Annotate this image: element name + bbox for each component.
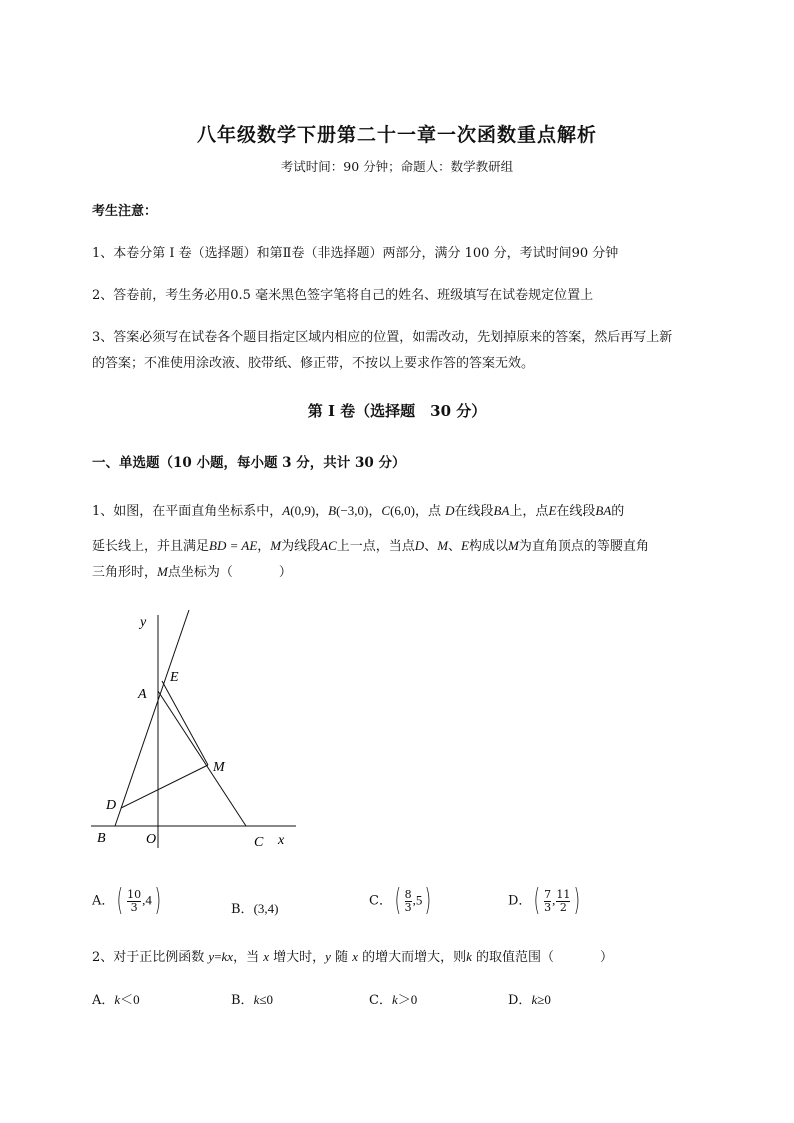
q1-text: 为线段 (281, 539, 321, 554)
var-y: y (208, 949, 215, 964)
point-c-coord: (6,0) (390, 503, 415, 518)
q1-text: 上一点，当点 (336, 539, 415, 554)
figure-label-o: O (146, 832, 157, 847)
point-m-label: M (270, 538, 282, 553)
option-relation: ＜0 (120, 992, 140, 1007)
denominator: 3 (130, 900, 138, 914)
q1-text: 、 (448, 539, 462, 554)
var-k: k (391, 992, 398, 1007)
point-b-label: B (328, 503, 337, 518)
q1-figure (88, 605, 298, 855)
notice-item-2: 2、答卷前，考生务必用0.5 毫米黑色签字笔将自己的姓名、班级填写在试卷规定位置上 (92, 288, 594, 303)
q1-text: 1、如图，在平面直角坐标系中， (92, 504, 283, 519)
var-k: k (466, 949, 472, 964)
option-label: D． (508, 893, 532, 909)
point-e-label: E (548, 503, 557, 518)
q1-text: ， (257, 539, 271, 554)
option-label: C． (369, 893, 392, 909)
figure-label-d: D (106, 798, 117, 813)
separator: , (552, 892, 556, 908)
document-subtitle: 考试时间：90 分钟；命题人：数学教研组 (280, 159, 514, 174)
numerator: 8 (404, 887, 412, 901)
point-m-label: M (508, 538, 519, 553)
q1-line-2 (92, 535, 649, 554)
denominator: 2 (559, 900, 567, 914)
fraction (544, 889, 551, 914)
q1-text: ，点 (414, 504, 446, 519)
q1-option-a[interactable] (92, 883, 164, 918)
y-axis-label: y (140, 615, 147, 630)
q1-option-b[interactable] (231, 898, 278, 917)
q2-text: 的增大而增大，则 (357, 950, 467, 965)
left-paren: ( (534, 883, 541, 918)
denominator: 3 (404, 900, 412, 914)
q2-text: ） (600, 950, 614, 965)
fraction (127, 889, 141, 914)
section-title: 第 I 卷（选择题 30 分） (307, 402, 487, 420)
part-title: 一、单选题（10 小题，每小题 3 分，共计 30 分） (92, 455, 406, 471)
option-label: C． (369, 993, 392, 1008)
point-d-label: D (414, 538, 425, 553)
point-b-coord: (−3,0) (336, 503, 369, 518)
segment-ba-label: BA (493, 503, 510, 518)
option-label: D． (508, 993, 532, 1008)
line-ba-extended (115, 610, 189, 826)
q2-text: 的取值范围（ (471, 950, 555, 965)
q2-text: ，当 (233, 950, 264, 965)
fraction (405, 889, 412, 914)
numerator: 11 (556, 887, 571, 901)
figure-label-c: C (254, 835, 264, 850)
q1-text: 上，点 (509, 504, 549, 519)
notice-item-3-line-1: 3、答案必须写在试卷各个题目指定区域内相应的位置，如需改动，先划掉原来的答案，然后再写上新 (92, 330, 673, 345)
q1-option-c[interactable] (369, 883, 434, 918)
fraction (556, 889, 570, 914)
q2-line-1 (92, 946, 613, 965)
right-paren: ) (154, 883, 161, 918)
segment-ac-label: AC (320, 538, 337, 553)
q2-text: 增大时， (269, 950, 326, 965)
option-relation: ≤0 (259, 992, 273, 1007)
var-k: k (531, 992, 538, 1007)
separator: ， (315, 504, 329, 519)
document-title: 八年级数学下册第二十一章一次函数重点解析 (196, 124, 597, 146)
q1-text: 的 (611, 504, 625, 519)
figure-label-m: M (213, 760, 225, 775)
option-label: A． (92, 893, 115, 909)
q1-text: 、 (424, 539, 438, 554)
point-m-label: M (157, 564, 168, 579)
q1-line-3 (92, 561, 292, 580)
option-value: (3,4) (253, 901, 279, 916)
q2-option-c[interactable] (369, 989, 417, 1008)
q1-text: ） (278, 565, 292, 580)
equation-bd-ae: BD = AE (209, 538, 258, 553)
notice-heading: 考生注意： (92, 204, 158, 219)
option-rest: ,4 (142, 892, 152, 908)
q1-text: 延长线上，并且满足 (92, 539, 210, 554)
q1-text: 三角形时， (92, 565, 158, 580)
q1-option-d[interactable] (508, 883, 583, 918)
q2-option-d[interactable] (508, 989, 551, 1008)
numerator: 10 (127, 887, 142, 901)
point-c-label: C (381, 503, 391, 518)
figure-label-e: E (170, 670, 179, 685)
q1-text: 构成以 (469, 539, 509, 554)
expr-kx: kx (221, 949, 234, 964)
separator: ， (368, 504, 382, 519)
option-rest: ,5 (412, 892, 423, 908)
q1-text: 为直角顶点的等腰直角 (518, 539, 649, 554)
right-paren: ) (425, 883, 432, 918)
var-y: y (325, 949, 331, 964)
q1-text: 点坐标为（ (167, 565, 233, 580)
left-paren: ( (117, 883, 124, 918)
q1-line-1 (92, 500, 624, 519)
segment-ac (158, 691, 246, 826)
option-label: A． (92, 993, 115, 1008)
numerator: 7 (544, 887, 552, 901)
point-a-coord: (0,9) (290, 503, 316, 518)
q2-option-a[interactable] (92, 989, 140, 1008)
segment-em (162, 681, 208, 765)
point-d-label: D (445, 503, 455, 518)
point-m-label: M (437, 538, 449, 553)
var-x: x (352, 949, 358, 964)
segment-ba-label: BA (595, 503, 612, 518)
option-relation: ≥0 (537, 992, 551, 1007)
point-a-label: A (282, 503, 291, 518)
q2-option-b[interactable] (231, 989, 273, 1008)
point-e-label: E (461, 538, 469, 553)
var-x: x (263, 949, 269, 964)
equals-sign: = (214, 949, 222, 964)
q2-text: 2、对于正比例函数 (92, 950, 209, 965)
right-paren: ) (574, 883, 581, 918)
notice-item-3-line-2: 的答案；不准使用涂改液、胶带纸、修正带，不按以上要求作答的答案无效。 (92, 356, 535, 371)
denominator: 3 (544, 900, 552, 914)
q2-text: 随 (330, 950, 353, 965)
notice-item-1: 1、本卷分第 I 卷（选择题）和第Ⅱ卷（非选择题）两部分，满分 100 分，考试时间90 分钟 (92, 246, 619, 261)
left-paren: ( (394, 883, 402, 918)
option-label: B． (231, 993, 254, 1008)
x-axis-label: x (278, 833, 285, 848)
q1-text: 在线段 (556, 504, 596, 519)
q1-text: 在线段 (454, 504, 494, 519)
figure-label-a: A (138, 687, 147, 702)
var-k: k (114, 992, 121, 1007)
option-relation: ＞0 (397, 992, 418, 1007)
var-k: k (253, 992, 260, 1007)
option-label: B． (231, 902, 254, 917)
figure-label-b: B (97, 831, 106, 846)
